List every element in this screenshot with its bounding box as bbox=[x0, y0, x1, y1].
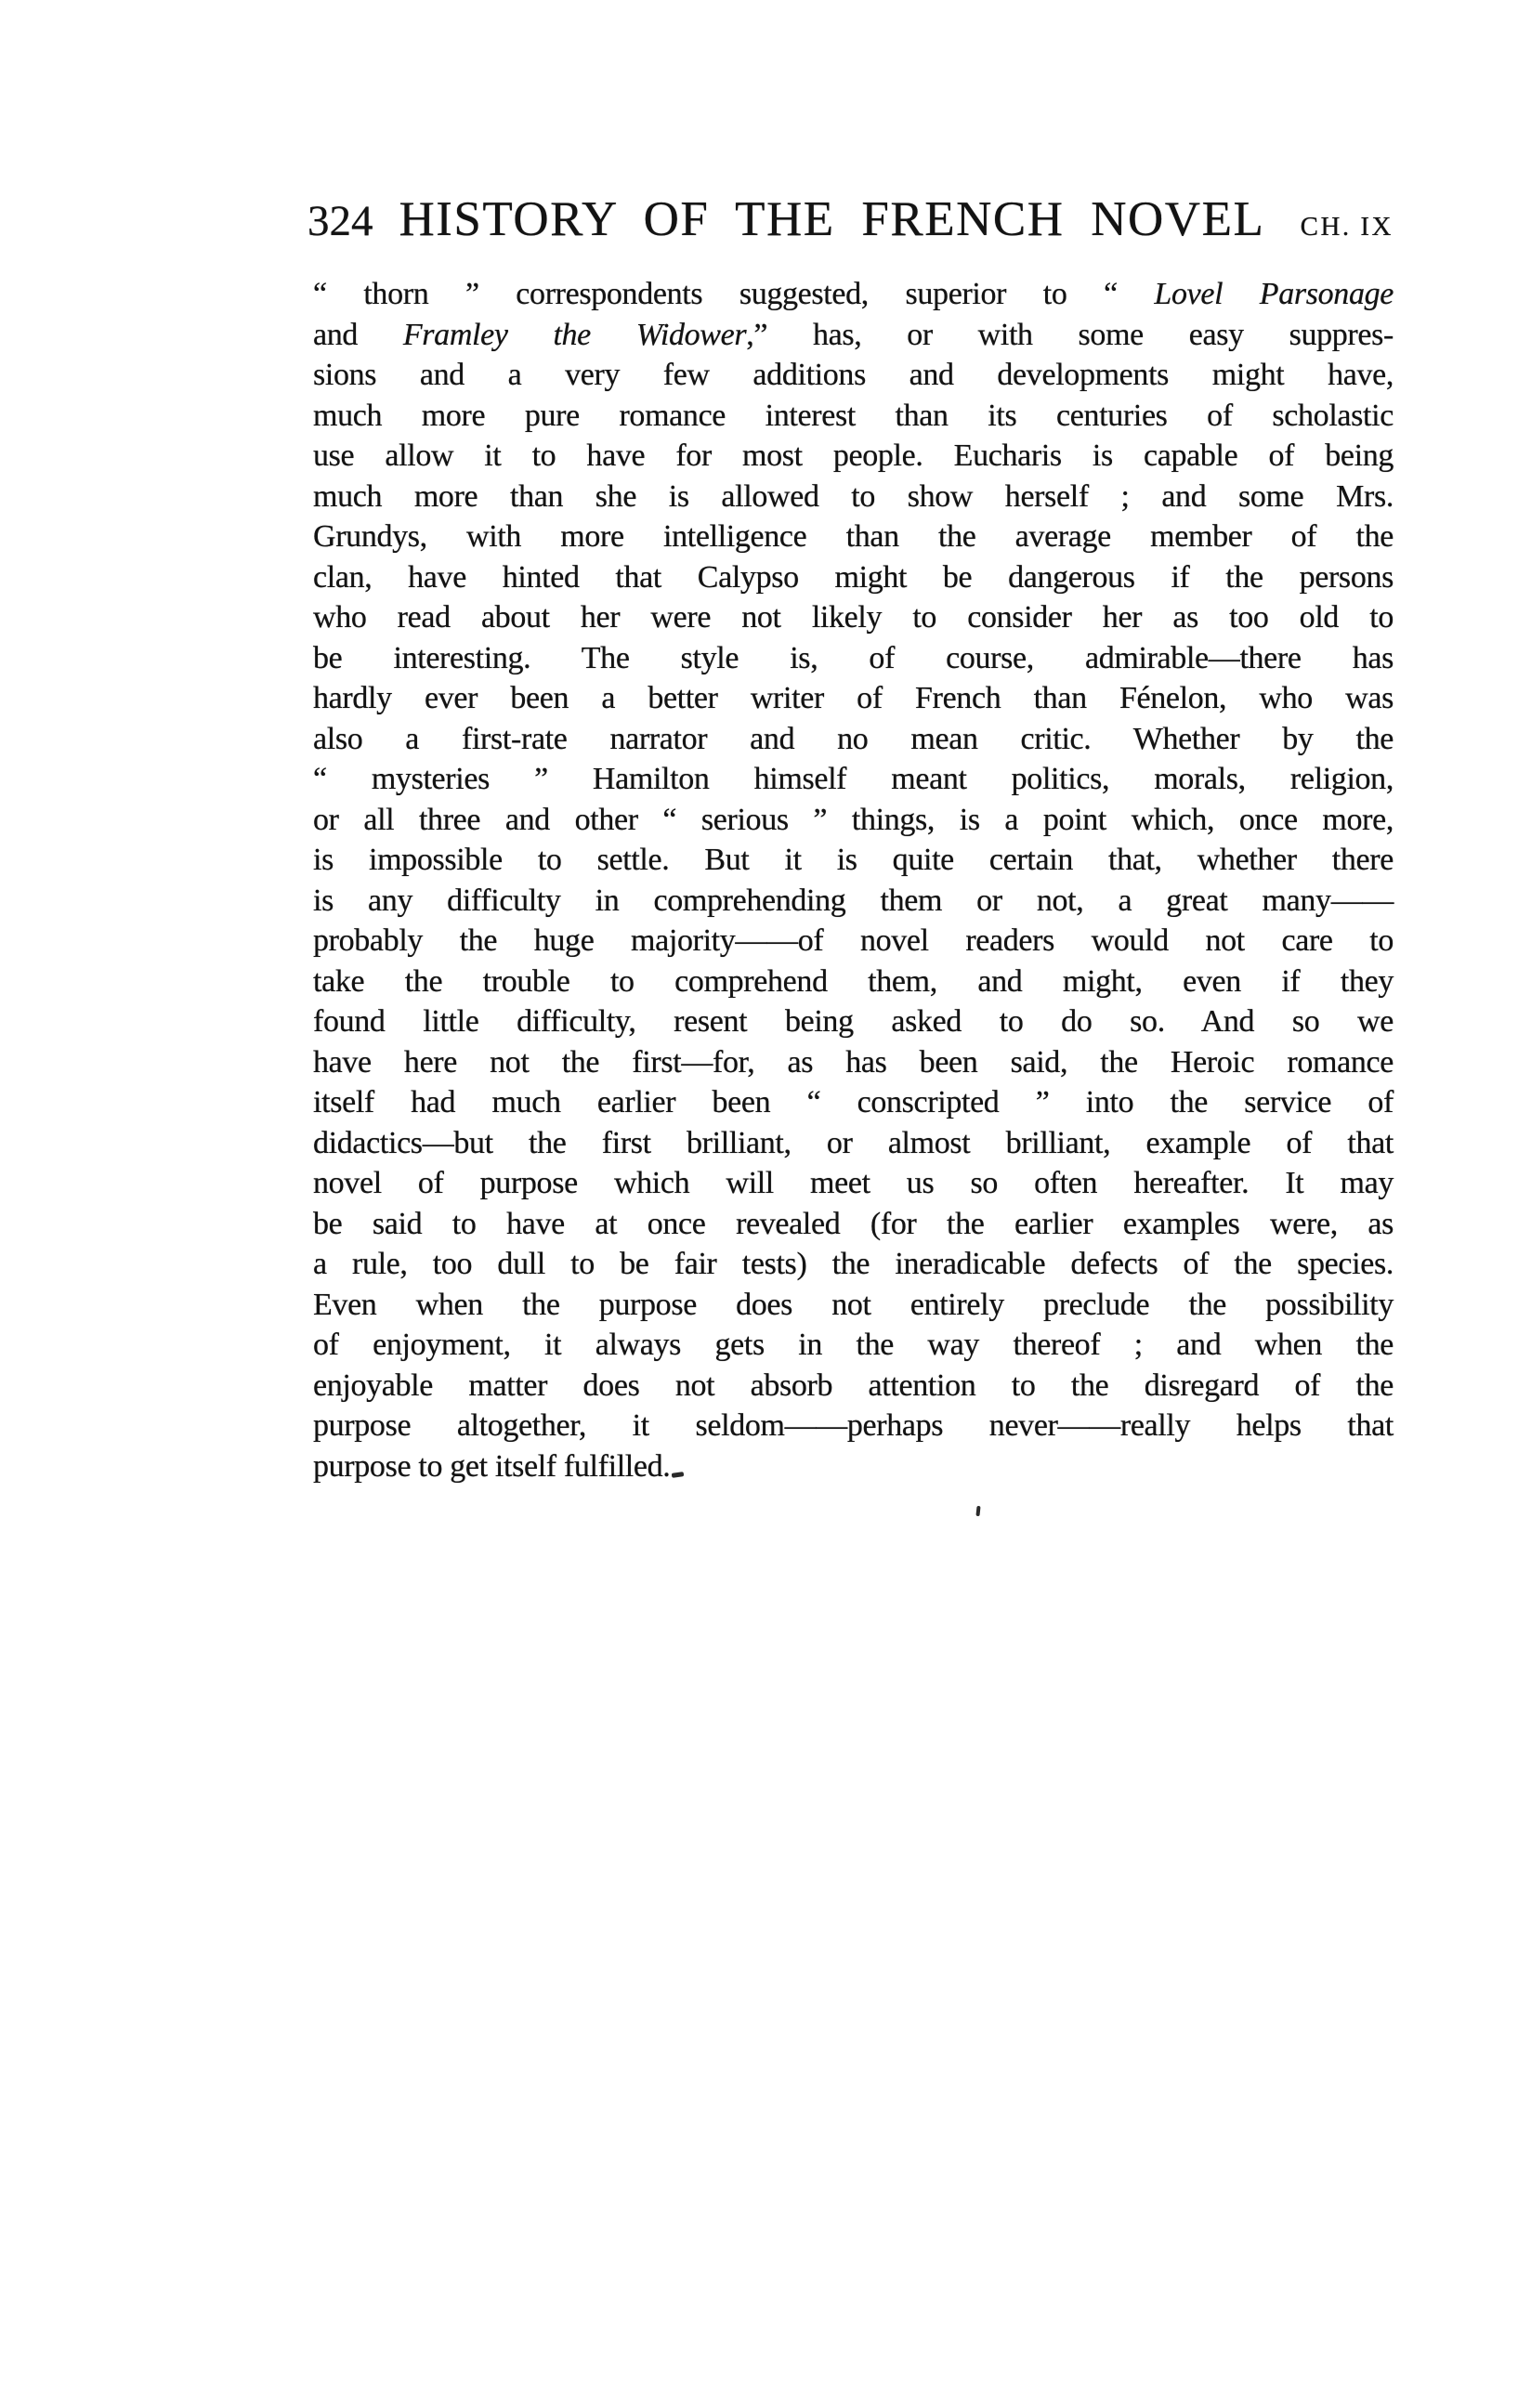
text-line-27: of enjoyment, it always gets in the way thereof ; and when the bbox=[313, 1328, 1394, 1362]
text-line-6: much more than she is allowed to show herself ; and some Mrs. bbox=[313, 478, 1394, 514]
text-line-30: purpose to get itself fulfilled. bbox=[313, 1448, 671, 1484]
chapter-label: CH. IX bbox=[1300, 212, 1394, 242]
text-block bbox=[308, 191, 1394, 1486]
text-line-16: is any difficulty in comprehending them or not, a great many—— bbox=[313, 883, 1394, 918]
text-line-18: take the trouble to comprehend them, and might, even if they bbox=[313, 963, 1394, 999]
text-line-14: or all three and other “ serious ” things, is a point which, once more, bbox=[313, 802, 1394, 837]
text-line-9: who read about her were not likely to consider her as too old to bbox=[313, 600, 1394, 635]
text-line-28: enjoyable matter does not absorb attention to the disregard of the bbox=[313, 1368, 1394, 1403]
text-line-5: use allow it to have for most people. Eucharis is capable of being bbox=[313, 438, 1394, 473]
text-line-1: “ thorn ” correspondents suggested, superior to “ Lovel Parsonage bbox=[313, 277, 1394, 311]
text-line-22: didactics—but the first brilliant, or almost brilliant, example of that bbox=[313, 1125, 1394, 1160]
text-line-10: be interesting. The style is, of course, admirable—there has bbox=[313, 640, 1394, 675]
text-line-3: sions and a very few additions and developments might have, bbox=[313, 358, 1394, 392]
body-text bbox=[313, 274, 1394, 1486]
text-line-12: also a first-rate narrator and no mean critic. Whether by the bbox=[313, 721, 1394, 756]
text-line-26: Even when the purpose does not entirely preclude the possibility bbox=[313, 1287, 1394, 1322]
text-line-7: Grundys, with more intelligence than the average member of the bbox=[313, 519, 1394, 554]
text-line-24: be said to have at once revealed (for the earlier examples were, as bbox=[313, 1206, 1394, 1241]
text-line-21: itself had much earlier been “ conscripted ” into the service of bbox=[313, 1085, 1394, 1119]
text-line-11: hardly ever been a better writer of French than Fénelon, who was bbox=[313, 681, 1394, 715]
text-line-13: “ mysteries ” Hamilton himself meant politics, morals, religion, bbox=[313, 762, 1394, 796]
ink-speck bbox=[975, 1506, 980, 1516]
running-head bbox=[308, 191, 1394, 247]
text-line-20: have here not the first—for, as has been said, the Heroic romance bbox=[313, 1044, 1394, 1080]
text-line-17: probably the huge majority——of novel readers would not care to bbox=[313, 923, 1394, 958]
page-number: 324 bbox=[308, 197, 373, 245]
page-title: HISTORY OF THE FRENCH NOVEL bbox=[399, 192, 1265, 246]
text-line-4: much more pure romance interest than its centuries of scholastic bbox=[313, 398, 1394, 433]
text-line-25: a rule, too dull to be fair tests) the ineradicable defects of the species. bbox=[313, 1247, 1394, 1281]
text-line-2: and Framley the Widower,” has, or with some easy suppres- bbox=[313, 317, 1394, 352]
text-line-8: clan, have hinted that Calypso might be dangerous if the persons bbox=[313, 559, 1394, 595]
text-line-19: found little difficulty, resent being asked to do so. And so we bbox=[313, 1004, 1394, 1039]
text-line-29: purpose altogether, it seldom——perhaps never——really helps that bbox=[313, 1408, 1394, 1443]
text-line-15: is impossible to settle. But it is quite certain that, whether there bbox=[313, 843, 1394, 877]
text-line-23: novel of purpose which will meet us so often hereafter. It may bbox=[313, 1166, 1394, 1200]
